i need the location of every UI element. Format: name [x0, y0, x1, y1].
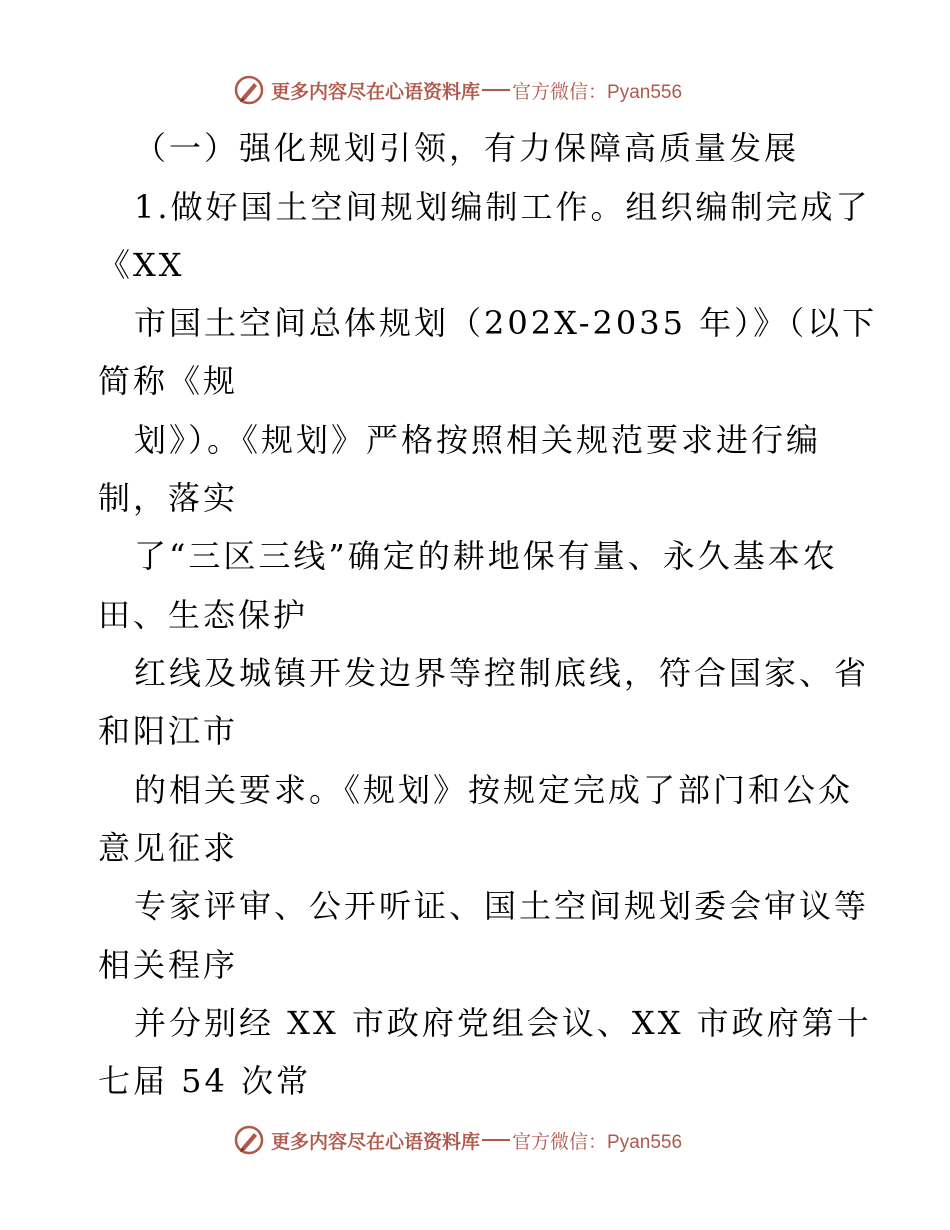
text-line: 制，落实 [98, 479, 239, 517]
text-line: 和阳江市 [98, 712, 239, 750]
text-line: 1.做好国土空间规划编制工作。组织编制完成了 [134, 188, 871, 226]
text-line: 并分别经 XX 市政府党组会议、XX 市政府第十 [134, 1004, 872, 1042]
watermark-banner-top [233, 72, 682, 108]
watermark-main-text: 更多内容尽在心语资料库 [271, 80, 481, 103]
text-line: 市国土空间总体规划（202X-2035 年）》（以下 [134, 304, 878, 342]
watermark-separator [482, 89, 510, 91]
text-line: 相关程序 [98, 946, 239, 984]
watermark-main-text: 更多内容尽在心语资料库 [271, 1130, 481, 1153]
watermark-banner-bottom [233, 1122, 682, 1158]
watermark-separator [482, 1139, 510, 1141]
text-line: 田、生态保护 [98, 596, 309, 634]
section-heading: （一）强化规划引领，有力保障高质量发展 [134, 129, 800, 167]
text-line: 的相关要求。《规划》按规定完成了部门和公众 [134, 771, 854, 809]
text-line: 意见征求 [98, 829, 239, 867]
text-line: 了“三区三线”确定的耕地保有量、永久基本农 [134, 537, 838, 575]
text-line: 红线及城镇开发边界等控制底线，符合国家、省 [134, 654, 870, 692]
pen-logo-icon [233, 74, 265, 106]
watermark-contact-text: 官方微信：Pyan556 [512, 81, 683, 103]
pen-logo-icon [233, 1124, 265, 1156]
text-line: 七届 54 次常 [98, 1062, 312, 1100]
text-line: 简称《规 [98, 362, 239, 400]
text-line: 专家评审、公开听证、国土空间规划委会审议等 [134, 887, 870, 925]
text-line: 《XX [98, 246, 185, 284]
watermark-contact-text: 官方微信：Pyan556 [512, 1131, 683, 1153]
text-line: 划》）。《规划》严格按照相关规范要求进行编 [134, 421, 822, 459]
